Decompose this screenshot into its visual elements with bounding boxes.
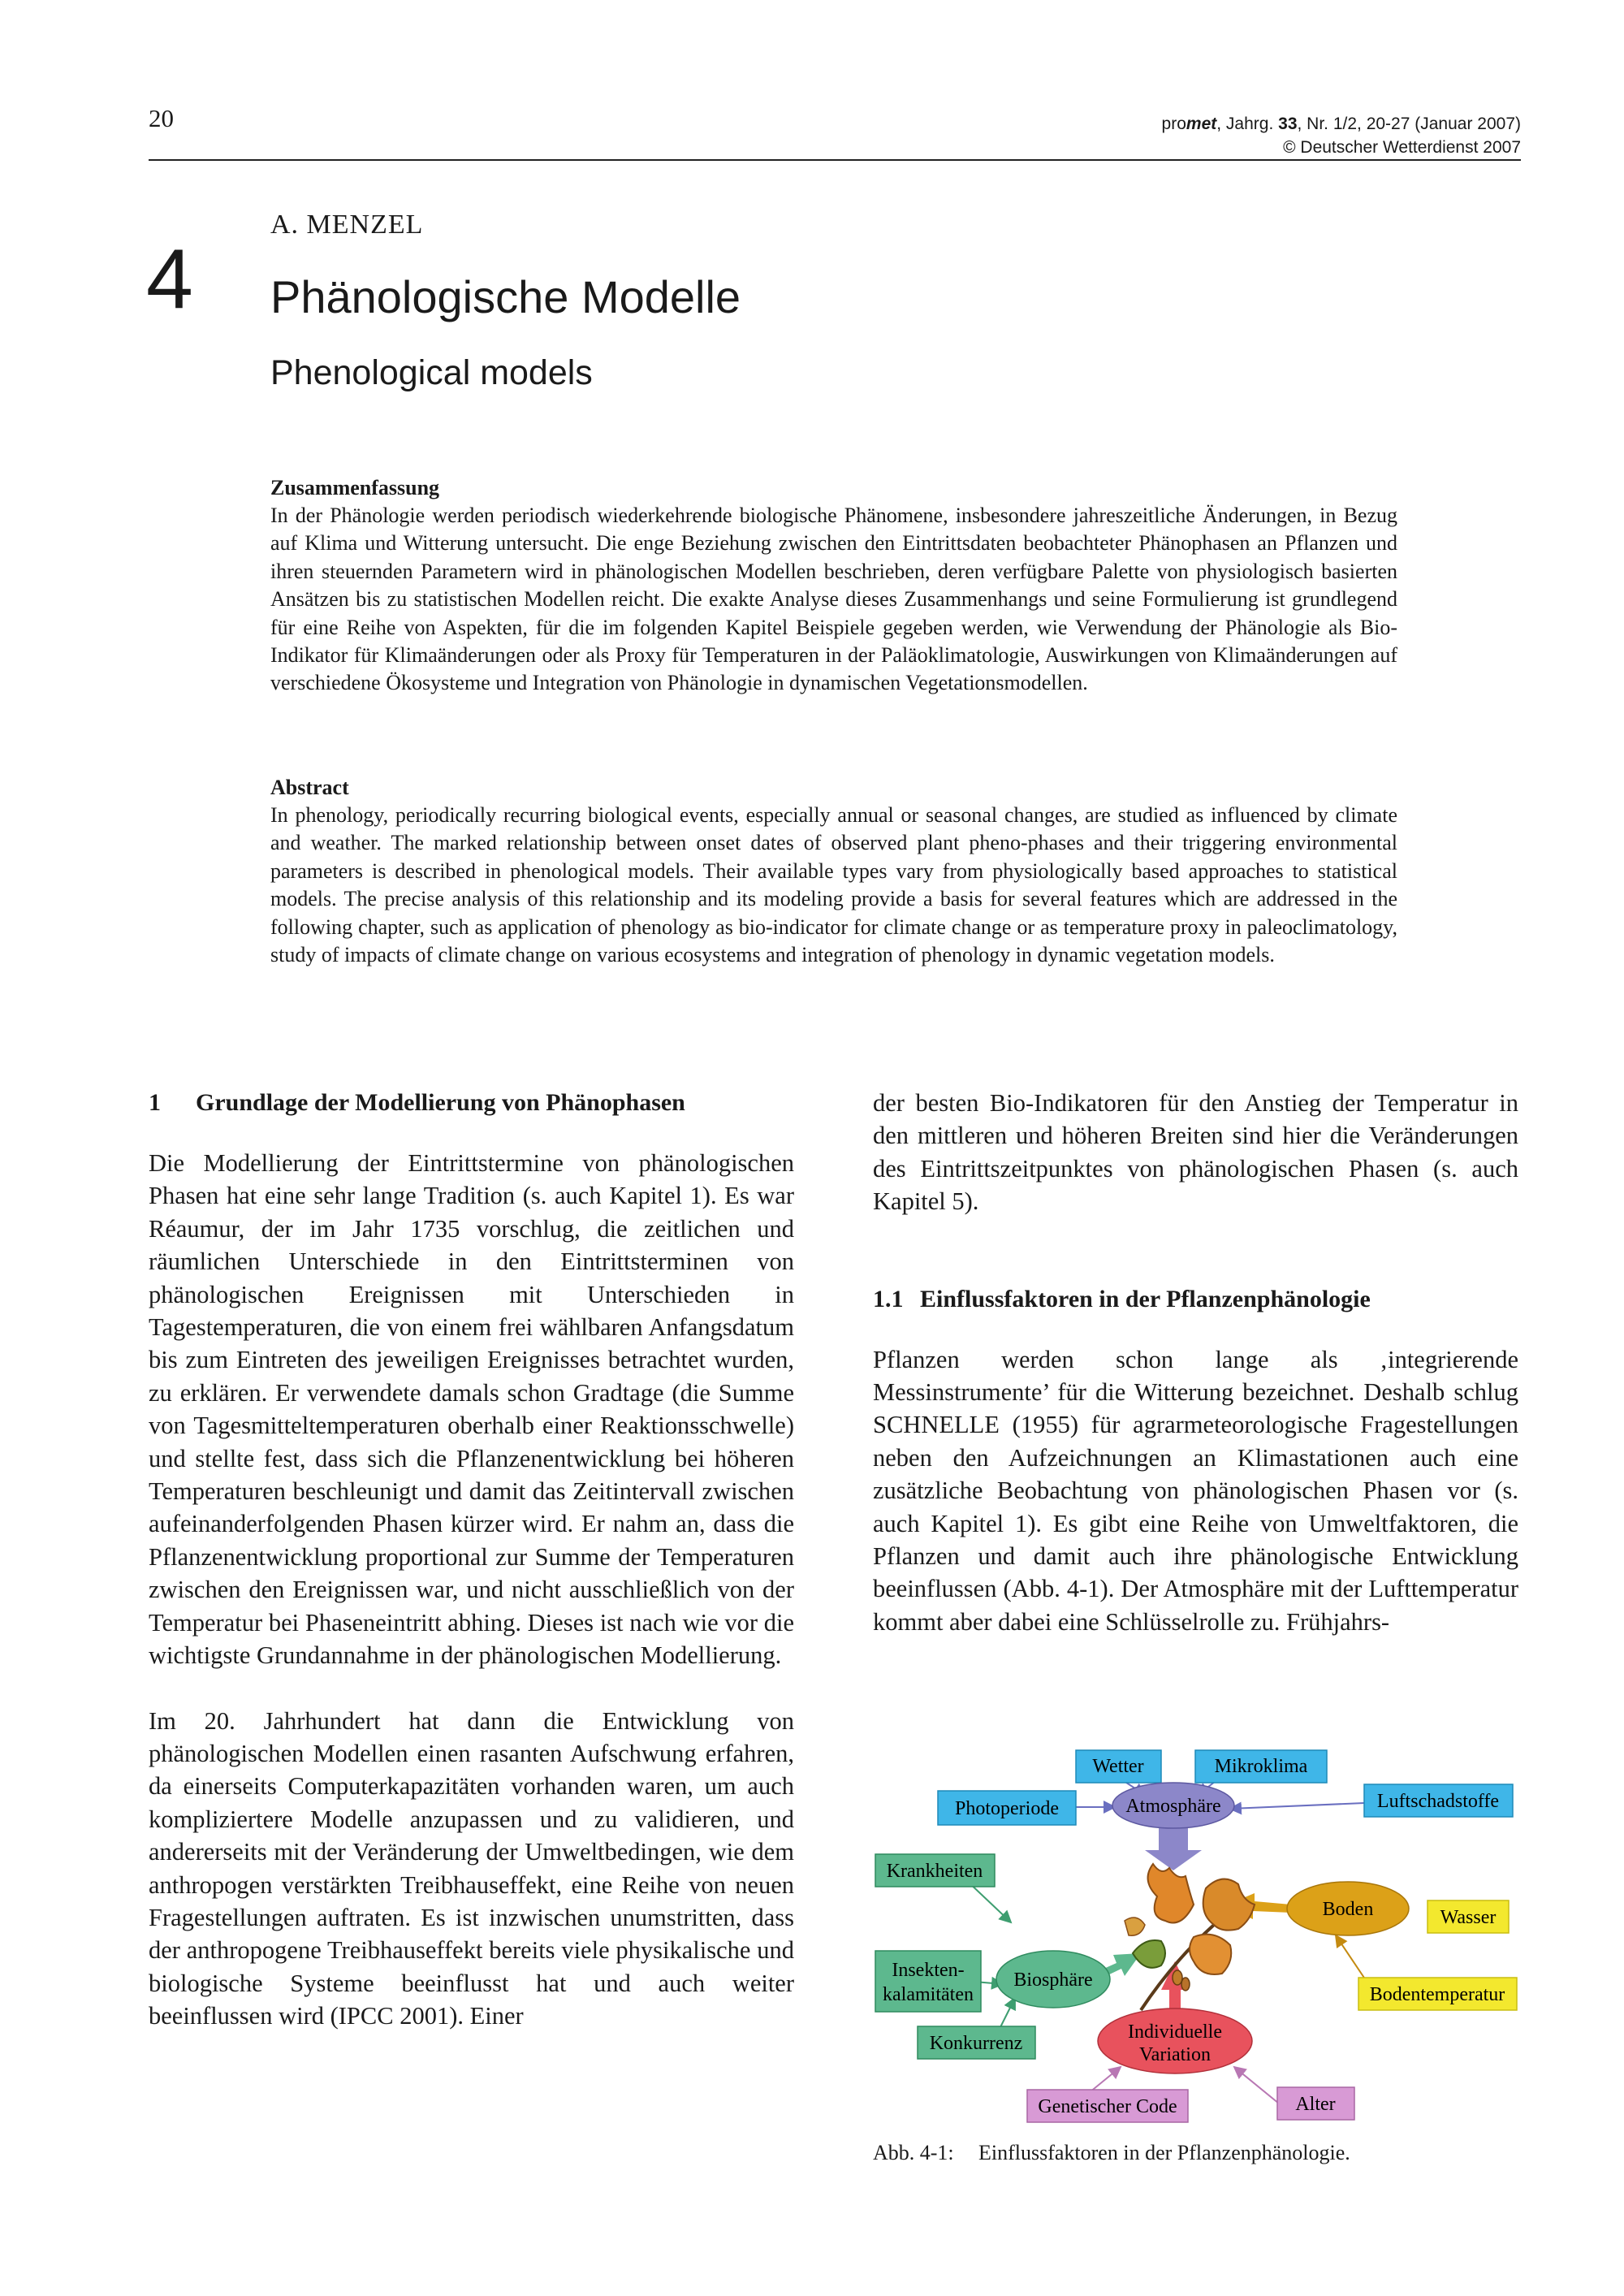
author: A. MENZEL [270,210,424,240]
copyright-line: © Deutscher Wetterdienst 2007 [1283,138,1521,157]
node-wetter: Wetter [1092,1756,1144,1777]
title-german: Phänologische Modelle [270,271,741,322]
zusammenfassung-text: In der Phänologie werden periodisch wiederkehrende biologische Phänomene, insbesondere jahreszeitliche Änderungen, in Bezug auf Klima und Witterung untersucht. Die enge Beziehung zwischen den Eintrittsdaten beobachteter Phänophasen an Pflanzen und ihren steuernden Parametern wird in phänologischen Modellen beschrieben, deren verfügbare Palette von physiologisch basierten Ansätzen bis zu statistischen Modellen reicht. Die exakte Analyse dieses Zusammenhangs und seine Formulierung ist grundlegend für eine Reihe von Aspekten, für die im folgenden Kapitel Beispiele gegeben werden, wie Verwendung der Phänologie als Bio-Indikator für Klimaänderungen oder als Proxy für Temperaturen in der Paläoklimatologie, Auswirkungen von Klimaänderungen auf verschiedene Ökosysteme und Integration von Phänologie in dynamischen Vegetationsmodellen. [270,504,1397,695]
node-individuelle-line1: Individuelle [1128,2021,1222,2043]
figure-influence-diagram [873,1718,1518,2132]
node-atmosphaere: Atmosphäre [1125,1796,1221,1817]
figure-caption [873,2141,1350,2165]
section-1-paragraph-1: Die Modellierung der Eintrittstermine von phänologischen Phasen hat eine sehr lange Tradition (s. auch Kapitel 1). Es war Réaumur, der im Jahr 1735 vorschlug, die zeitlichen und räumlichen Unterschiede in den Eintrittsterminen von phänologischen Ereignissen mit Unterschieden in Tagestemperaturen, die von einem frei wählbaren Anfangsdatum bis zum Eintreten des jeweiligen Ereignisses betrachtet wurden, zu erklären. Er verwendete damals schon Gradtage (die Summe von Tagesmitteltemperaturen oberhalb einer Reaktionsschwelle) und stellte fest, dass sich die Pflanzenentwicklung bei höheren Temperaturen beschleunigt und damit das Zeitintervall zwischen aufeinanderfolgenden Phasen kürzer wird. Er nahm an, dass die Pflanzenentwicklung proportional zur Summe der Temperaturen zwischen den Ereignissen war, und nicht ausschließlich von der Temperatur bei Phaseneintritt abhing. Dieses ist nach wie vor die wichtigste Grundannahme in der phänologischen Modellierung. [149,1149,794,1670]
node-boden: Boden [1322,1899,1374,1920]
title-english: Phenological models [270,353,593,392]
node-photoperiode: Photoperiode [955,1798,1059,1819]
section-1-paragraph-3: der besten Bio-Indikatoren für den Anstieg der Temperatur in den mittleren und höheren Breiten sind hier die Veränderungen des Eintrittszeitpunktes von phänologischen Phasen (s. auch Kapitel 5). [873,1089,1518,1216]
node-luftschadstoffe: Luftschadstoffe [1376,1791,1500,1812]
node-individuelle-line2: Variation [1139,2044,1211,2065]
section-1-1-heading: 1.1 Einflussfaktoren in der Pflanzenphänologie [873,1285,1371,1312]
node-bodentemperatur: Bodentemperatur [1369,1984,1505,2005]
section-1-1-paragraph-1: Pflanzen werden schon lange als ‚integrierende Messinstrumente’ für die Witterung bezeichnet. Deshalb schlug SCHNELLE (1955) für agrarmeteorologische Fragestellungen neben den Aufzeichnungen an Klimastationen auch eine zusätzliche Beobachtung von phänologischen Phasen vor (s. auch Kapitel 1). Es gibt eine Reihe von Umweltfaktoren, die Pflanzen und damit auch ihre phänologische Entwicklung beeinflussen (Abb. 4-1). Der Atmosphäre mit der Lufttemperatur kommt aber dabei eine Schlüsselrolle zu. Frühjahrs- [873,1345,1518,1636]
chapter-number: 4 [146,232,193,326]
oak-leaves-icon [1125,1864,1255,2010]
section-1-paragraph-2: Im 20. Jahrhundert hat dann die Entwicklung von phänologischen Modellen einen rasanten Aufschwung erfahren, da einerseits Computerkapazitäten vorhanden waren, um auch kompliziertere Modelle anzupassen und zu validieren, und andererseits mit der Veränderung der Umweltbedingen, wie dem anthropogen verstärkten Treibhauseffekt, eine Reihe von neuen Fragestellungen auftraten. Es ist inzwischen unumstritten, dass der anthropogene Treibhauseffekt bereits viele physikalische und biologische Systeme beeinflusst hat und auch weiter beeinflussen wird (IPCC 2001). Einer [149,1706,794,2030]
node-genetischer-code: Genetischer Code [1038,2096,1177,2117]
node-krankheiten: Krankheiten [886,1861,983,1882]
diagram-svg [873,1718,1518,2132]
node-alter: Alter [1295,2094,1336,2115]
figure-caption-text: Einflussfaktoren in der Pflanzenphänologie. [978,2141,1350,2164]
figure-label: Abb. 4-1: [873,2141,954,2164]
left-column [149,1087,794,2033]
page-number: 20 [149,104,174,132]
abstract-block [270,774,1397,969]
right-column [873,1087,1518,1638]
section-1-heading: 1 Grundlage der Modellierung von Phänophasen [149,1089,685,1116]
zusammenfassung-block [270,474,1397,698]
journal-reference [952,112,1521,159]
node-biosphaere: Biosphäre [1013,1970,1093,1991]
node-mikroklima: Mikroklima [1214,1756,1308,1777]
abstract-text: In phenology, periodically recurring biological events, especially annual or seasonal changes, are studied as influenced by climate and weather. The marked relationship between onset dates of observed plant pheno-phases and their triggering environmental parameters is described in phenological models. Their available types vary from physiologically based approaches to statistical models. The precise analysis of this relationship and its modeling provide a basis for several features which are addressed in the following chapter, such as application of phenology as bio-indicator for climate change or as temperature proxy in paleoclimatology, study of impacts of climate change on various ecosystems and integration of phenology in dynamic vegetation models. [270,803,1397,967]
node-konkurrenz: Konkurrenz [929,2033,1023,2054]
header-rule [149,159,1521,161]
node-insekten-line2: kalamitäten [883,1984,974,2005]
zusammenfassung-heading: Zusammenfassung [270,476,440,499]
journal-citation: promet, Jahrg. 33, Nr. 1/2, 20-27 (Januar 2007) [1161,115,1521,133]
node-wasser: Wasser [1440,1907,1497,1928]
node-insekten-line1: Insekten- [892,1960,965,1981]
abstract-heading: Abstract [270,776,349,799]
